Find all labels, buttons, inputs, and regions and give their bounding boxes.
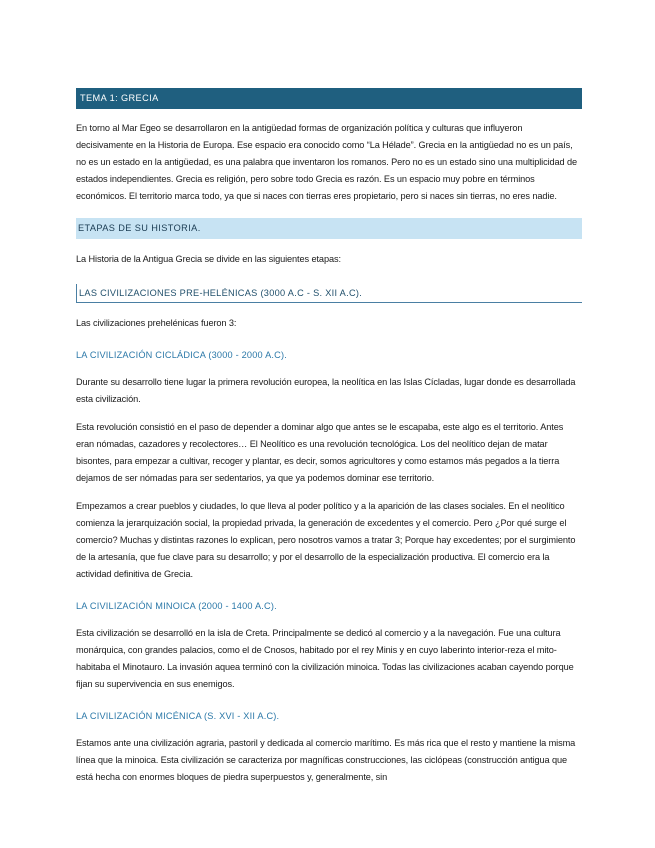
cycladic-paragraph-3: Empezamos a crear pueblos y ciudades, lo que lleva al poder político y a la aparición de las clases sociales. En el neolítico comienza la jerarquización social, la propiedad privada, la generación de excedentes y el comercio. Pero ¿Por qué surge el comercio? Muchas y distintas razones lo explican, pero nosotros vamos a tratar 3; Porque hay excedentes; por el surgimiento de la artesanía, que fue clave para su desarrollo; y por el desarrollo de la especialización productiva. El comercio era la actividad definitiva de Grecia. <box>76 501 576 579</box>
cycladic-paragraph-2: Esta revolución consistió en el paso de depender a dominar algo que antes se le escapaba, este algo es el territorio. Antes eran nómadas, cazadores y recolectores… El Neolítico es una revolución tecnológica. Los del neolítico dejan de matar bisontes, para empezar a cultivar, recoger y plantar, es decir, somos agricultores y como estamos más pegados a la tierra dejamos de ser nómadas para ser sedentarios, ya que ya podemos dominar ese territorio. <box>76 422 564 483</box>
mycenaean-paragraph-1: Estamos ante una civilización agraria, pastoril y dedicada al comercio marítimo. Es más rica que el resto y mantiene la misma línea que la minoica. Esta civilización se caracteriza por magníficas construcciones, las ciclópeas (construcción antigua que está hecha con enormes bloques de piedra superpuestos y, generalmente, sin <box>76 738 576 782</box>
heading-tema-1: TEMA 1: GRECIA <box>76 88 582 109</box>
heading-mycenaean: LA CIVILIZACIÓN MICÉNICA (S. XVI - XII A.C). <box>76 711 280 721</box>
cycladic-paragraph-1: Durante su desarrollo tiene lugar la primera revolución europea, la neolítica en las Islas Cícladas, lugar donde es desarrollada esta civilización. <box>76 377 576 404</box>
document-page <box>76 88 582 786</box>
heading-minoan: LA CIVILIZACIÓN MINOICA (2000 - 1400 A.C). <box>76 601 277 611</box>
heading-etapas: ETAPAS DE SU HISTORIA. <box>76 218 582 239</box>
stages-intro: La Historia de la Antigua Grecia se divide en las siguientes etapas: <box>76 254 341 264</box>
heading-prehellenic: LAS CIVILIZACIONES PRE-HELÉNICAS (3000 A.C - S. XII A.C). <box>76 284 582 303</box>
intro-paragraph: En torno al Mar Egeo se desarrollaron en la antigüedad formas de organización política y culturas que influyeron decisivamente en la Historia de Europa. Ese espacio era conocido como “La Hélade”. Grecia en la antigüedad no es un país, no es un estado en la antigüedad, es una palabra que inventaron los romanos. Pero no es un estado sino una multiplicidad de estados independientes. Grecia es religión, pero sobre todo Grecia es razón. Es un espacio muy pobre en términos económicos. El territorio marca todo, ya que si naces con tierras eres propietario, pero si naces sin tierras, no eres nadie. <box>76 123 578 201</box>
minoan-paragraph-1: Esta civilización se desarrolló en la isla de Creta. Principalmente se dedicó al comercio y a la navegación. Fue una cultura monárquica, con grandes palacios, como el de Cnosos, habitado por el rey Minis y en cuyo laberinto interior-reza el mito- habitaba el Minotauro. La invasión aquea terminó con la civilización minoica. Todas las civilizaciones acaban cayendo porque fijan su supervivencia en sus enemigos. <box>76 628 574 689</box>
prehellenic-intro: Las civilizaciones prehelénicas fueron 3: <box>76 318 237 328</box>
heading-cycladic: LA CIVILIZACIÓN CICLÁDICA (3000 - 2000 A.C). <box>76 350 288 360</box>
